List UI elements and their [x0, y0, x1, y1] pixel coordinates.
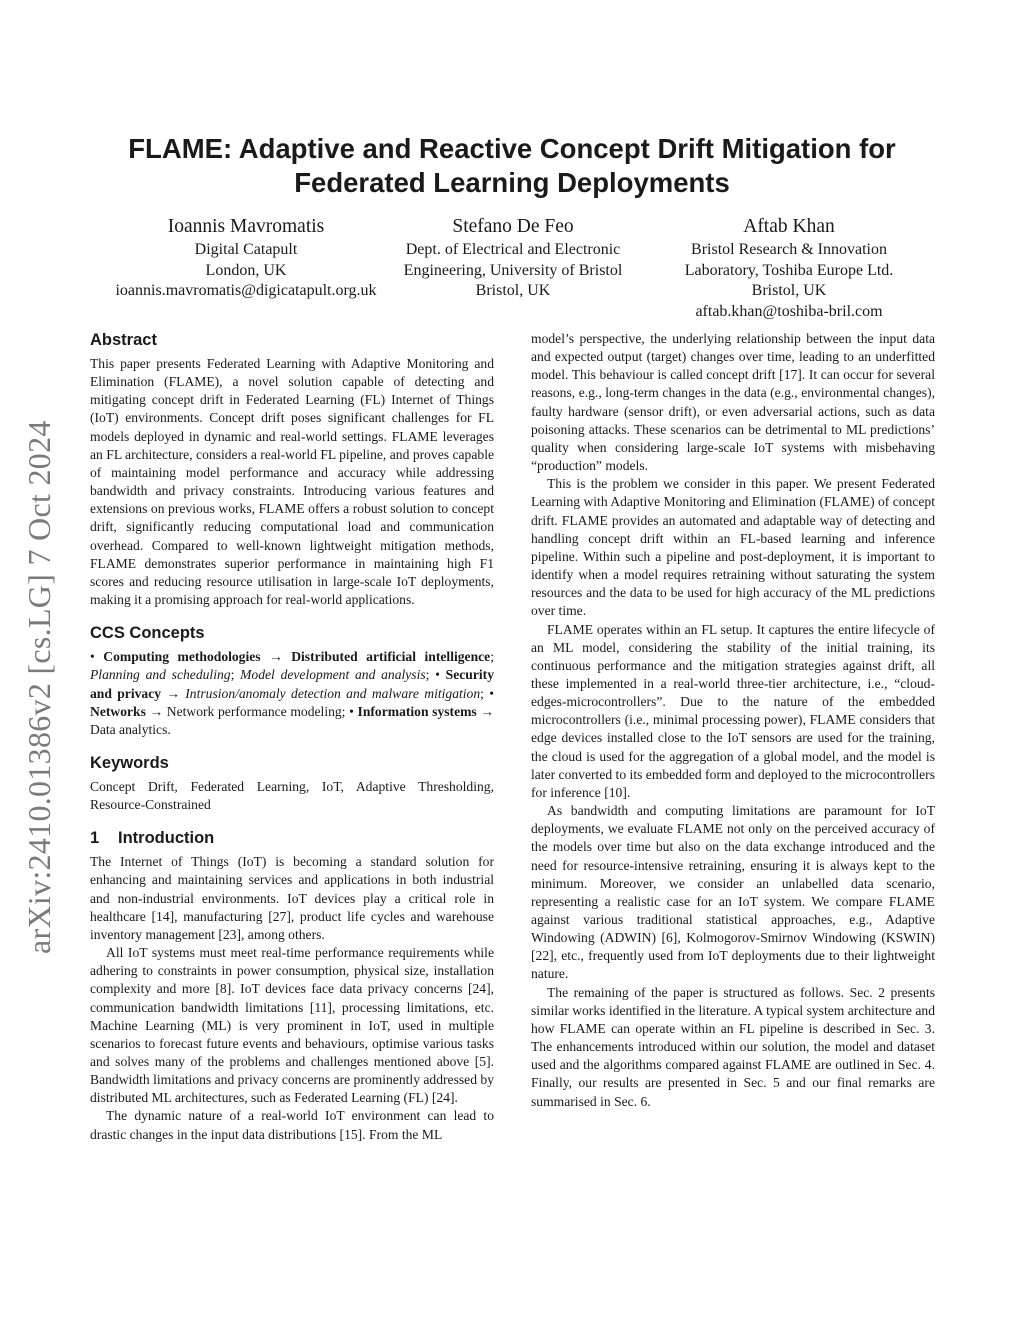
- paper-title: FLAME: Adaptive and Reactive Concept Drift Mitigation for Federated Learning Deployments: [128, 133, 896, 198]
- introduction-heading: [90, 828, 494, 848]
- ccs-separator: ; •: [480, 685, 494, 701]
- ccs-separator: ;: [490, 649, 494, 665]
- abstract-text: This paper presents Federated Learning with Adaptive Monitoring and Elimination (FLAME), a novel solution capable of detecting and mitigating concept drift in Federated Learning (FL) Internet of Things (IoT) environments. Concept drift poses significant challenges for FL models deployed in dynamic and real-world settings. FLAME leverages an FL architecture, considers a real-world FL pipeline, and proves capable of maintaining model performance and accuracy while addressing bandwidth and privacy constraints. Introducing various features and extensions on previous works, FLAME offers a robust solution to concept drift, significantly reducing computational load and communication overhead. Compared to well-known lightweight mitigation methods, FLAME demonstrates superior performance in maintaining high F1 scores and reducing resource utilisation in large-scale IoT deployments, making it a promising approach for real-world applications.: [90, 356, 494, 608]
- ccs-heading: CCS Concepts: [90, 624, 205, 643]
- author-block: [90, 214, 402, 302]
- author-email: ioannis.mavromatis@digicatapult.org.uk: [115, 282, 377, 299]
- author-email: aftab.khan@toshiba-bril.com: [695, 302, 883, 320]
- ccs-separator: ;: [230, 667, 241, 683]
- author-affiliation: Bristol Research & Innovation: [691, 241, 887, 258]
- author-location: Bristol, UK: [751, 282, 827, 299]
- author-affiliation: Digital Catapult: [194, 241, 298, 258]
- ccs-concept-subterm: Model development and analysis: [240, 667, 426, 683]
- intro-paragraph: As bandwidth and computing limitations are paramount for IoT deployments, we evaluate FLAME not only on the perceived accuracy of the models over time but also on the data exchange introduced and the need for resource-intensive retraining, ensuring it is always kept to the minimum. Moreover, we consider an unlabelled data scenario, representing a realistic case for an IoT system. We compare FLAME against various traditional statistical approaches, e.g., Adaptive Windowing (ADWIN) [6], Kolmogorov-Smirnov Windowing (KSWIN) [22], etc., frequently used from IoT deployments due to their lightweight nature.: [531, 803, 935, 982]
- ccs-concepts-text: [90, 648, 494, 739]
- ccs-concept-term: Information systems: [357, 703, 477, 719]
- author-location: London, UK: [205, 261, 287, 279]
- ccs-concept-subterm: Planning and scheduling: [90, 667, 231, 683]
- keywords-text: Concept Drift, Federated Learning, IoT, Adaptive Thresholding, Resource-Constrained: [90, 778, 494, 813]
- intro-paragraph: All IoT systems must meet real-time performance requirements while adhering to constraints in power consumption, physical size, installation complexity and more [8]. IoT devices face data privacy concerns [24], communication bandwidth limitations [11], processing limitations, etc. Machine Learning (ML) is very prominent in IoT, used in multiple scenarios to forecast future events and behaviours, optimise various tasks and solves many of the problems and challenges mentioned above [5]. Bandwidth limitations and privacy concerns are prominently addressed by distributed ML architectures, such as Federated Learning (FL) [24].: [90, 945, 494, 1106]
- author-affiliation: Laboratory, Toshiba Europe Ltd.: [684, 261, 894, 279]
- section-title: Introduction: [118, 829, 215, 848]
- author-name: Stefano De Feo: [452, 216, 574, 237]
- intro-paragraph: The dynamic nature of a real-world IoT environment can lead to drastic changes in the input data distributions [15]. From the ML: [90, 1108, 494, 1142]
- ccs-separator: → Network performance modeling; •: [145, 703, 358, 719]
- left-column: [90, 330, 494, 1144]
- author-affiliation: Engineering, University of Bristol: [403, 261, 623, 279]
- intro-paragraph: FLAME operates within an FL setup. It captures the entire lifecycle of an ML model, considering the stability of the initial training, its continuous performance and the mitigation strategies against drift, all these implemented in a real-world three-tier architecture, i.e., “cloud-edges-microcontrollers”. Due to the nature of the embedded microcontrollers (i.e., minimal processing power), FLAME considers that edge devices installed close to the IoT sensors are used for the training, the cloud is used for the aggregation of a global model, and the model is later converted to its embedded form and deployed to the microcontrollers for inference [10].: [531, 621, 935, 800]
- ccs-concept-subterm: Intrusion/anomaly detection and malware mitigation: [185, 685, 481, 701]
- ccs-separator: → Data analytics.: [90, 703, 494, 737]
- intro-paragraph: The remaining of the paper is structured as follows. Sec. 2 presents similar works identified in the literature. A typical system architecture and how FLAME can operate within an FL pipeline is described in Sec. 3. The enhancements introduced within our solution, the model and dataset used and the algorithms compared against FLAME are outlined in Sec. 4. Finally, our results are presented in Sec. 5 and our final remarks are summarised in Sec. 6.: [531, 984, 935, 1109]
- intro-paragraph: This is the problem we consider in this paper. We present Federated Learning with Adaptive Monitoring and Elimination (FLAME) of concept drift. FLAME provides an automated and adaptable way of detecting and handling concept drift within an FL-based learning and inference pipeline. Within such a pipeline and post-deployment, it is important to identify when a model requires retraining without saturating the system resources and the data to be used for high accuracy of the ML predictions over time.: [531, 476, 935, 619]
- author-affiliation: Dept. of Electrical and Electronic: [405, 241, 621, 258]
- ccs-concept-term: Networks: [90, 703, 146, 719]
- ccs-concept-term: Computing methodologies → Distributed artificial intelligence: [103, 649, 491, 665]
- ccs-separator: ; •: [425, 667, 446, 683]
- section-number: 1: [90, 829, 100, 848]
- author-block: [388, 214, 638, 302]
- author-name: Ioannis Mavromatis: [167, 216, 325, 237]
- ccs-concept-term: Security and privacy: [90, 667, 494, 701]
- ccs-separator: •: [90, 649, 104, 665]
- author-name: Aftab Khan: [743, 216, 835, 237]
- arxiv-identifier: arXiv:2410.01386v2 [cs.LG] 7 Oct 2024: [21, 420, 57, 954]
- intro-paragraph: model’s perspective, the underlying relationship between the input data and expected output (target) changes over time, leading to an underfitted model. This behaviour is called concept drift [17]. It can occur for several reasons, e.g., long-term changes in the data (e.g., environmental changes), faulty hardware (sensor drift), or even adversarial actions, such as data poisoning attacks. These scenarios can be detrimental to ML predictions’ quality when considering large-scale IoT systems with misbehaving “production” models.: [531, 331, 935, 474]
- intro-paragraph: The Internet of Things (IoT) is becoming a standard solution for enhancing and maintaining services and applications in both industrial and non-industrial environments. IoT devices play a critical role in healthcare [14], manufacturing [27], product life cycles and warehouse inventory management [23], among others.: [90, 854, 494, 942]
- author-location: Bristol, UK: [475, 282, 551, 299]
- author-block: [650, 214, 928, 322]
- ccs-separator: →: [161, 685, 186, 701]
- abstract-heading: Abstract: [90, 331, 157, 349]
- keywords-heading: Keywords: [90, 753, 169, 772]
- right-column: [531, 330, 935, 1111]
